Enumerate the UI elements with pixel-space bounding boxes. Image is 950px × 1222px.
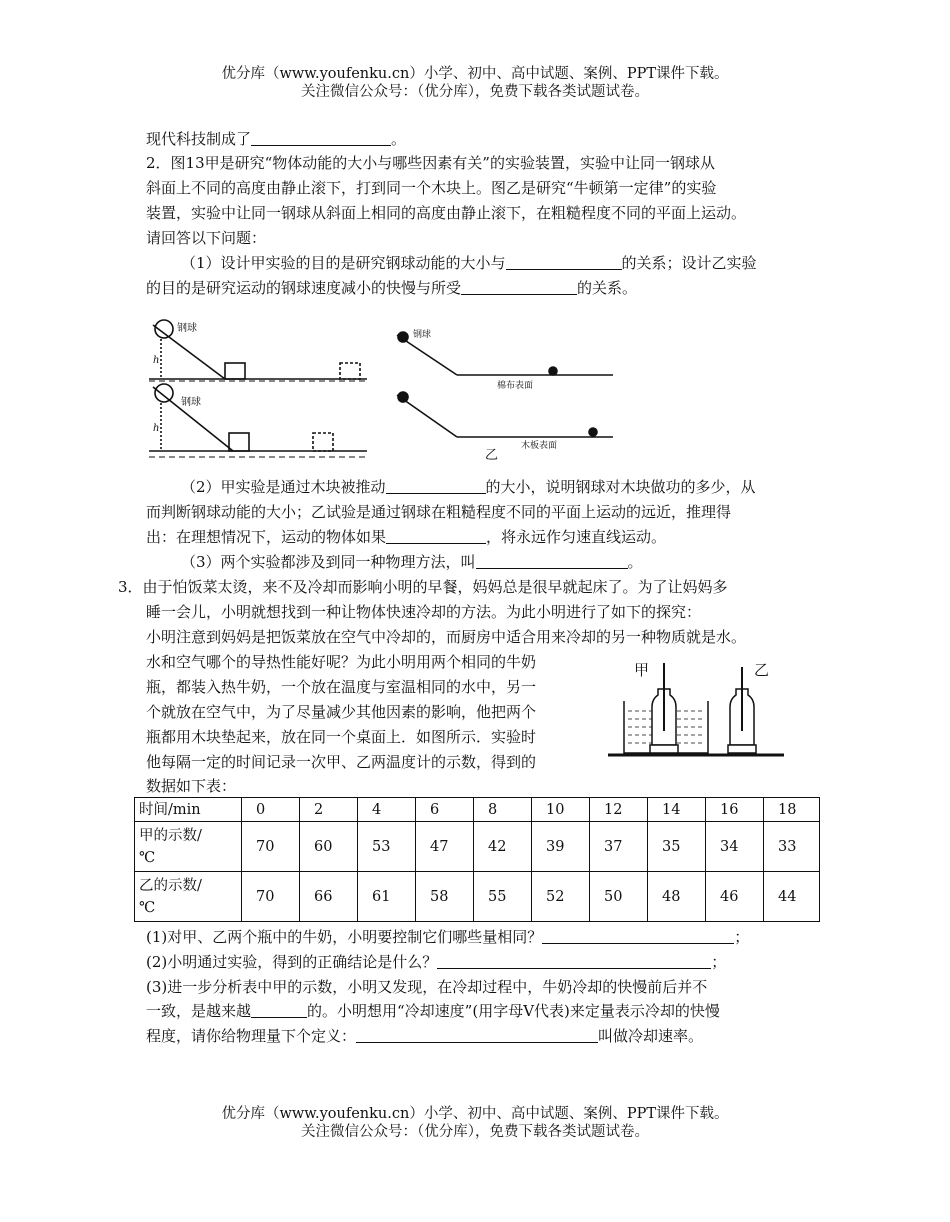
row-label-yi: 乙的示数/ ℃ xyxy=(135,872,242,922)
q3-line-6: 个就放在空气中，为了尽量减少其他因素的影响，他把两个 xyxy=(146,703,537,721)
time-cell: 12 xyxy=(590,798,648,822)
yi-cell: 55 xyxy=(474,872,532,922)
q3-blank-3[interactable] xyxy=(251,1001,307,1018)
q3-blank-2[interactable] xyxy=(437,952,711,969)
q3-sub1: (1)对甲、乙两个瓶中的牛奶，小明要控制它们哪些量相同？ ； xyxy=(146,928,750,946)
q1-tail: 现代科技制成了 。 xyxy=(146,130,407,148)
jia-cell: 60 xyxy=(300,822,358,872)
q3-line-1: 3．由于怕饭菜太烫，来不及冷却而影响小明的早餐，妈妈总是很早就起床了。为了让妈妈多 xyxy=(118,578,728,596)
q2-blank-5[interactable] xyxy=(476,552,628,569)
ball-label-2: 钢球 xyxy=(181,397,201,408)
jia-cell: 35 xyxy=(648,822,706,872)
q1-blank[interactable] xyxy=(251,129,391,146)
header-line-1: 优分库（www.youfenku.cn）小学、初中、高中试题、案例、PPT课件下载。 xyxy=(221,66,729,82)
fig-yi-label: 乙 xyxy=(485,448,499,463)
jia-cell: 33 xyxy=(764,822,820,872)
jia-cell: 39 xyxy=(532,822,590,872)
q3-line-7: 瓶都用木块垫起来，放在同一个桌面上．如图所示．实验时 xyxy=(146,728,537,746)
footer-line-2: 关注微信公众号：（优分库），免费下载各类试题试卷。 xyxy=(301,1124,649,1140)
yi-cell: 50 xyxy=(590,872,648,922)
q2-blank-4[interactable] xyxy=(386,527,486,544)
q3-sub3-line2: 一致，是越来越 的。小明想用“冷却速度”(用字母V代表)来定量表示冷却的快慢 xyxy=(146,1002,720,1020)
footer-line-1: 优分库（www.youfenku.cn）小学、初中、高中试题、案例、PPT课件下载。 xyxy=(221,1106,729,1122)
fig-jia-label: 甲 xyxy=(634,661,650,679)
q2-part2-line1: （2）甲实验是通过木块被推动 的大小，说明钢球对木块做功的多少，从 xyxy=(181,478,756,496)
jia-cell: 42 xyxy=(474,822,532,872)
page-footer xyxy=(0,1105,950,1141)
q2-blank-2[interactable] xyxy=(461,278,577,295)
time-cell: 6 xyxy=(416,798,474,822)
jia-cell: 53 xyxy=(358,822,416,872)
q2-part1-line1: （1）设计甲实验的目的是研究钢球动能的大小与 的关系；设计乙实验 xyxy=(181,254,757,272)
surface-label-1: 棉布表面 xyxy=(497,381,534,391)
jia-cell: 37 xyxy=(590,822,648,872)
q2-part2-line3: 出：在理想情况下，运动的物体如果 ，将永远作匀速直线运动。 xyxy=(146,528,667,546)
q3-line-4: 水和空气哪个的导热性能好呢？为此小明用两个相同的牛奶 xyxy=(146,653,537,671)
yi-cell: 52 xyxy=(532,872,590,922)
yi-cell: 48 xyxy=(648,872,706,922)
table-row-yi xyxy=(135,872,820,922)
time-cell: 0 xyxy=(242,798,300,822)
q2-part3: （3）两个实验都涉及到同一种物理方法，叫 。 xyxy=(181,553,643,571)
q3-line-3: 小明注意到妈妈是把饭菜放在空气中冷却的，而厨房中适合用来冷却的另一种物质就是水。 xyxy=(146,628,747,646)
milk-bottle-figure xyxy=(604,655,788,765)
q3-line-5: 瓶，都装入热牛奶，一个放在温度与室温相同的水中，另一 xyxy=(146,678,537,696)
ball-label-1: 钢球 xyxy=(177,323,197,334)
jia-cell: 70 xyxy=(242,822,300,872)
time-cell: 8 xyxy=(474,798,532,822)
header-label: 时间/min xyxy=(135,798,242,822)
q2-part2-line2: 而判断钢球动能的大小；乙试验是通过钢球在粗糙程度不同的平面上运动的远近，推理得 xyxy=(146,503,732,521)
fig-yi-label-2: 乙 xyxy=(754,661,770,679)
table-header-row xyxy=(135,798,820,822)
yi-cell: 61 xyxy=(358,872,416,922)
time-cell: 2 xyxy=(300,798,358,822)
yi-cell: 44 xyxy=(764,872,820,922)
surface-label-2: 木板表面 xyxy=(521,441,558,451)
h-label-2: h xyxy=(153,423,160,434)
temperature-table xyxy=(134,797,820,922)
q3-blank-4[interactable] xyxy=(356,1026,598,1043)
yi-cell: 70 xyxy=(242,872,300,922)
q2-line-1: 2．图13甲是研究“物体动能的大小与哪些因素有关”的实验装置，实验中让同一钢球从 xyxy=(146,154,715,172)
row-label-jia: 甲的示数/ ℃ xyxy=(135,822,242,872)
q2-line-2: 斜面上不同的高度由静止滚下，打到同一个木块上。图乙是研究“牛顿第一定律”的实验 xyxy=(146,179,717,197)
yi-cell: 58 xyxy=(416,872,474,922)
ball-label-3: 钢球 xyxy=(413,330,432,340)
q2-line-4: 请回答以下问题： xyxy=(146,229,267,247)
time-cell: 16 xyxy=(706,798,764,822)
q3-line-9: 数据如下表： xyxy=(146,777,237,795)
table-row-jia xyxy=(135,822,820,872)
q2-line-3: 装置，实验中让同一钢球从斜面上相同的高度由静止滚下，在粗糙程度不同的平面上运动。 xyxy=(146,204,747,222)
time-cell: 4 xyxy=(358,798,416,822)
h-label-1: h xyxy=(153,355,160,366)
time-cell: 14 xyxy=(648,798,706,822)
time-cell: 18 xyxy=(764,798,820,822)
q2-blank-1[interactable] xyxy=(506,253,622,270)
q2-blank-3[interactable] xyxy=(386,477,486,494)
jia-cell: 47 xyxy=(416,822,474,872)
q3-blank-1[interactable] xyxy=(542,927,734,944)
figure-13 xyxy=(145,315,625,465)
jia-cell: 34 xyxy=(706,822,764,872)
q3-sub3-line3: 程度，请你给物理量下个定义： 叫做冷却速率。 xyxy=(146,1027,704,1045)
time-cell: 10 xyxy=(532,798,590,822)
header-line-2: 关注微信公众号：（优分库），免费下载各类试题试卷。 xyxy=(301,84,649,100)
q2-part1-line2: 的目的是研究运动的钢球速度减小的快慢与所受 的关系。 xyxy=(146,279,638,297)
q3-line-8: 他每隔一定的时间记录一次甲、乙两温度计的示数，得到的 xyxy=(146,753,537,771)
page-header xyxy=(0,65,950,101)
yi-cell: 66 xyxy=(300,872,358,922)
q3-line-2: 睡一会儿，小明就想找到一种让物体快速冷却的方法。为此小明进行了如下的探究： xyxy=(146,603,702,621)
q3-sub2: (2)小明通过实验，得到的正确结论是什么？ ； xyxy=(146,953,727,971)
q3-sub3-line1: (3)进一步分析表中甲的示数，小明又发现，在冷却过程中，牛奶冷却的快慢前后并不 xyxy=(146,978,708,996)
yi-cell: 46 xyxy=(706,872,764,922)
